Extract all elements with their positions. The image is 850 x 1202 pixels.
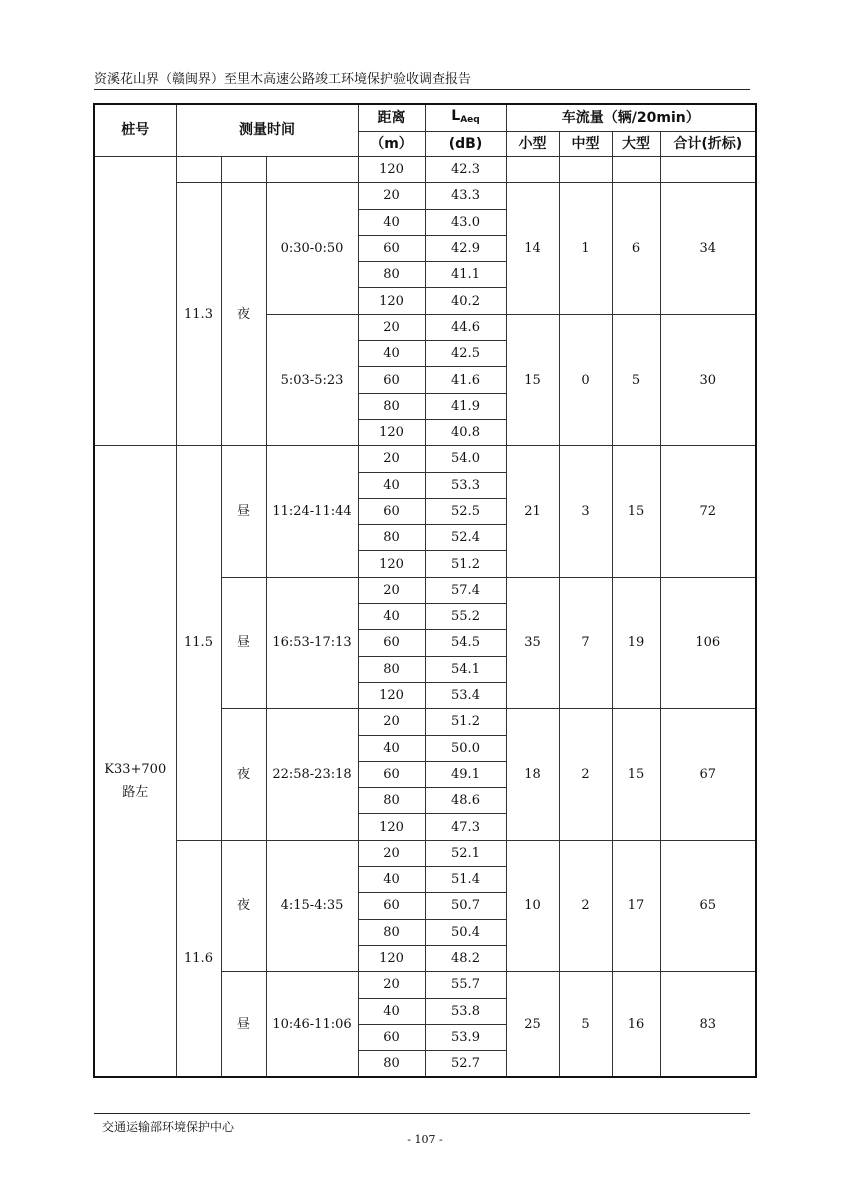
time-cell-continued — [266, 157, 358, 183]
distance-cell: 20 — [358, 446, 425, 472]
header-traffic: 车流量（辆/20min） — [506, 104, 756, 132]
traffic-medium-cell: 2 — [559, 709, 612, 840]
distance-cell: 120 — [358, 419, 425, 445]
distance-cell: 80 — [358, 393, 425, 419]
laeq-cell: 42.5 — [425, 341, 506, 367]
laeq-cell: 42.3 — [425, 157, 506, 183]
period-cell: 夜 — [221, 709, 266, 840]
traffic-large-cell: 16 — [612, 972, 660, 1078]
traffic-small-cell: 15 — [506, 314, 559, 445]
laeq-cell: 51.2 — [425, 709, 506, 735]
traffic-large-cell: 15 — [612, 709, 660, 840]
noise-monitoring-table — [93, 103, 757, 1078]
laeq-cell: 52.1 — [425, 840, 506, 866]
header-station: 桩号 — [94, 104, 176, 157]
laeq-cell: 54.0 — [425, 446, 506, 472]
date-cell: 11.5 — [176, 446, 221, 840]
period-cell: 昼 — [221, 446, 266, 577]
page-header-title: 资溪花山界（赣闽界）至里木高速公路竣工环境保护验收调查报告 — [94, 72, 472, 87]
distance-cell: 80 — [358, 262, 425, 288]
traffic-large-cell: 6 — [612, 183, 660, 314]
traffic-small-cell: 25 — [506, 972, 559, 1078]
laeq-cell: 52.5 — [425, 498, 506, 524]
table-row — [94, 183, 756, 209]
laeq-cell: 53.3 — [425, 472, 506, 498]
traffic-large-cell: 19 — [612, 577, 660, 708]
laeq-cell: 52.4 — [425, 525, 506, 551]
laeq-cell: 40.8 — [425, 419, 506, 445]
distance-cell: 40 — [358, 472, 425, 498]
traffic-medium-cell: 0 — [559, 314, 612, 445]
laeq-cell: 40.2 — [425, 288, 506, 314]
traffic-total-cell: 65 — [660, 840, 756, 971]
time-cell: 4:15-4:35 — [266, 840, 358, 971]
header-small: 小型 — [506, 132, 559, 157]
laeq-cell: 54.5 — [425, 630, 506, 656]
laeq-cell: 55.2 — [425, 604, 506, 630]
distance-cell: 40 — [358, 998, 425, 1024]
distance-cell: 120 — [358, 157, 425, 183]
distance-cell: 60 — [358, 498, 425, 524]
traffic-small-cell: 14 — [506, 183, 559, 314]
header-row-1 — [94, 104, 756, 132]
distance-cell: 40 — [358, 209, 425, 235]
laeq-cell: 41.1 — [425, 262, 506, 288]
station-cell-continued — [94, 157, 176, 446]
period-cell: 昼 — [221, 972, 266, 1078]
laeq-cell: 48.6 — [425, 788, 506, 814]
laeq-cell: 51.2 — [425, 551, 506, 577]
traffic-large-continued — [612, 157, 660, 183]
header-large: 大型 — [612, 132, 660, 157]
table-row — [94, 446, 756, 472]
traffic-medium-cell: 2 — [559, 840, 612, 971]
distance-cell: 20 — [358, 840, 425, 866]
time-cell: 5:03-5:23 — [266, 314, 358, 445]
time-cell: 11:24-11:44 — [266, 446, 358, 577]
distance-cell: 80 — [358, 919, 425, 945]
period-cell-continued — [221, 157, 266, 183]
laeq-cell: 53.9 — [425, 1024, 506, 1050]
time-cell: 22:58-23:18 — [266, 709, 358, 840]
laeq-cell: 55.7 — [425, 972, 506, 998]
footer-org: 交通运输部环境保护中心 — [102, 1120, 235, 1134]
laeq-cell: 53.8 — [425, 998, 506, 1024]
header-laeq-unit: (dB) — [425, 132, 506, 157]
traffic-medium-continued — [559, 157, 612, 183]
traffic-small-continued — [506, 157, 559, 183]
laeq-cell: 52.7 — [425, 1051, 506, 1078]
table-row — [94, 157, 756, 183]
table-row — [94, 840, 756, 866]
distance-cell: 20 — [358, 314, 425, 340]
header-total: 合计(折标) — [660, 132, 756, 157]
traffic-small-cell: 21 — [506, 446, 559, 577]
traffic-medium-cell: 1 — [559, 183, 612, 314]
header-time: 测量时间 — [176, 104, 358, 157]
distance-cell: 80 — [358, 525, 425, 551]
distance-cell: 80 — [358, 1051, 425, 1078]
laeq-cell: 44.6 — [425, 314, 506, 340]
distance-cell: 80 — [358, 788, 425, 814]
distance-cell: 20 — [358, 972, 425, 998]
traffic-total-cell: 106 — [660, 577, 756, 708]
period-cell: 夜 — [221, 183, 266, 446]
laeq-cell: 41.6 — [425, 367, 506, 393]
distance-cell: 120 — [358, 814, 425, 840]
date-cell-continued — [176, 157, 221, 183]
date-cell: 11.6 — [176, 840, 221, 1077]
traffic-medium-cell: 3 — [559, 446, 612, 577]
distance-cell: 120 — [358, 945, 425, 971]
laeq-cell: 53.4 — [425, 682, 506, 708]
time-cell: 0:30-0:50 — [266, 183, 358, 314]
distance-cell: 40 — [358, 735, 425, 761]
laeq-cell: 57.4 — [425, 577, 506, 603]
time-cell: 16:53-17:13 — [266, 577, 358, 708]
distance-cell: 60 — [358, 630, 425, 656]
header-rule — [94, 89, 750, 90]
traffic-medium-cell: 7 — [559, 577, 612, 708]
date-cell: 11.3 — [176, 183, 221, 446]
laeq-cell: 54.1 — [425, 656, 506, 682]
header-medium: 中型 — [559, 132, 612, 157]
traffic-large-cell: 15 — [612, 446, 660, 577]
distance-cell: 40 — [358, 604, 425, 630]
distance-cell: 120 — [358, 551, 425, 577]
station-line-1: K33+700 — [104, 762, 167, 778]
distance-cell: 60 — [358, 893, 425, 919]
laeq-cell: 42.9 — [425, 235, 506, 261]
distance-cell: 40 — [358, 341, 425, 367]
distance-cell: 20 — [358, 183, 425, 209]
traffic-large-cell: 5 — [612, 314, 660, 445]
distance-cell: 60 — [358, 235, 425, 261]
laeq-cell: 50.7 — [425, 893, 506, 919]
traffic-medium-cell: 5 — [559, 972, 612, 1078]
header-laeq: $L_{Aeq}$ — [425, 104, 506, 132]
footer-rule — [94, 1113, 750, 1114]
page-number: - 107 - — [407, 1133, 443, 1146]
traffic-large-cell: 17 — [612, 840, 660, 971]
traffic-small-cell: 18 — [506, 709, 559, 840]
laeq-cell: 47.3 — [425, 814, 506, 840]
distance-cell: 40 — [358, 867, 425, 893]
traffic-total-cell: 34 — [660, 183, 756, 314]
distance-cell: 60 — [358, 1024, 425, 1050]
distance-cell: 20 — [358, 577, 425, 603]
distance-cell: 60 — [358, 761, 425, 787]
traffic-total-continued — [660, 157, 756, 183]
laeq-cell: 50.0 — [425, 735, 506, 761]
laeq-cell: 43.3 — [425, 183, 506, 209]
distance-cell: 20 — [358, 709, 425, 735]
traffic-small-cell: 10 — [506, 840, 559, 971]
laeq-cell: 43.0 — [425, 209, 506, 235]
laeq-cell: 41.9 — [425, 393, 506, 419]
distance-cell: 120 — [358, 682, 425, 708]
distance-cell: 60 — [358, 367, 425, 393]
station-line-2: 路左 — [122, 785, 149, 801]
traffic-total-cell: 30 — [660, 314, 756, 445]
traffic-small-cell: 35 — [506, 577, 559, 708]
laeq-cell: 50.4 — [425, 919, 506, 945]
period-cell: 夜 — [221, 840, 266, 971]
header-distance: 距离 — [358, 104, 425, 132]
header-distance-unit: （m） — [358, 132, 425, 157]
laeq-cell: 49.1 — [425, 761, 506, 787]
traffic-total-cell: 67 — [660, 709, 756, 840]
traffic-total-cell: 72 — [660, 446, 756, 577]
laeq-cell: 51.4 — [425, 867, 506, 893]
period-cell: 昼 — [221, 577, 266, 708]
time-cell: 10:46-11:06 — [266, 972, 358, 1078]
laeq-cell: 48.2 — [425, 945, 506, 971]
traffic-total-cell: 83 — [660, 972, 756, 1078]
distance-cell: 120 — [358, 288, 425, 314]
distance-cell: 80 — [358, 656, 425, 682]
station-cell — [94, 446, 176, 1078]
